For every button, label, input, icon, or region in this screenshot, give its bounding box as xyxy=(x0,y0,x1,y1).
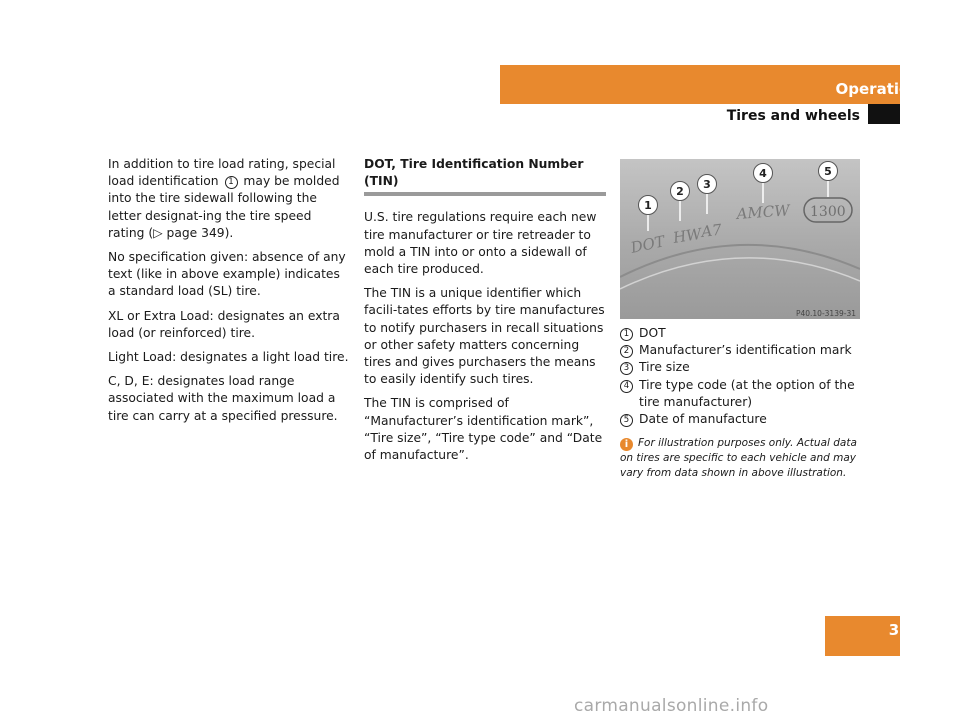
callout-3: 3 xyxy=(703,178,711,191)
tin-purpose-paragraph: The TIN is a unique identifier which facili-tates efforts by tire manufactures to notify purchasers in recall situations or other safety matters concerning tires and gives purchasers the means to easily identify such tires. xyxy=(364,286,605,387)
middle-column xyxy=(364,156,606,471)
callout-marker: 1 xyxy=(225,176,238,189)
tin-composition-paragraph: The TIN is comprised of “Manufacturer’s identification mark”, “Tire size”, “Tire type code” and “Date of manufacture”. xyxy=(364,396,603,463)
legend-item: 5 Date of manufacture xyxy=(620,411,870,428)
page-reference-arrow-icon: ▷ xyxy=(153,225,163,240)
legend-item: 1 DOT xyxy=(620,325,870,342)
sidewall-size-text: A7 xyxy=(700,220,723,241)
figure-legend xyxy=(620,325,870,428)
callout-4: 4 xyxy=(759,167,767,180)
callout-5: 5 xyxy=(824,165,832,178)
legend-item: 4 Tire type code (at the option of the tire manufacturer) xyxy=(620,377,870,411)
info-icon: i xyxy=(620,438,633,451)
left-column xyxy=(108,156,350,432)
sidewall-type-text: AMCW xyxy=(736,201,791,223)
tire-sidewall-figure xyxy=(620,159,860,319)
callout-1: 1 xyxy=(644,199,652,212)
callout-2: 2 xyxy=(676,185,684,198)
watermark: carmanualsonline.info xyxy=(574,696,769,716)
sidewall-date-text: 1300 xyxy=(810,204,846,220)
illustration-note: i For illustration purposes only. Actual data on tires are specific to each vehicle and may vary from data shown in above illustration. xyxy=(620,437,857,479)
legend-item: 2 Manufacturer’s identification mark xyxy=(620,342,870,359)
sidewall-dot-text: DOT xyxy=(629,232,667,257)
subsection-title: Tires and wheels xyxy=(726,108,860,124)
tin-regulation-paragraph: U.S. tire regulations require each new tire manufacturer or tire retreader to mold a TIN into or onto a sidewall of each tire produced. xyxy=(364,210,597,277)
tin-section-title: DOT, Tire Identification Number (TIN) xyxy=(364,157,584,189)
sidewall-mfr-text: HW xyxy=(671,224,703,247)
section-title: Operation xyxy=(835,80,920,98)
page-reference-link[interactable]: page 349). xyxy=(162,225,234,240)
legend-item: 3 Tire size xyxy=(620,359,870,376)
figure-code: P40.10-3139-31 xyxy=(795,309,856,318)
standard-load-paragraph: No specification given: absence of any text (like in above example) indicates a standard load (SL) tire. xyxy=(108,250,346,299)
section-rule xyxy=(364,192,606,196)
light-load-paragraph: Light Load: designates a light load tire. xyxy=(108,350,349,365)
page-number: 353 xyxy=(888,621,920,639)
extra-load-paragraph: XL or Extra Load: designates an extra load (or reinforced) tire. xyxy=(108,308,340,340)
load-range-paragraph: C, D, E: designates load range associated with the maximum load a tire can carry at a specified pressure. xyxy=(108,374,338,423)
load-id-paragraph: In addition to tire load rating, special load identification 1 may be molded into the tire sidewall following the letter designat-ing the tire speed rating (▷ page 349). xyxy=(108,157,340,240)
header-tab-marker xyxy=(868,104,900,124)
